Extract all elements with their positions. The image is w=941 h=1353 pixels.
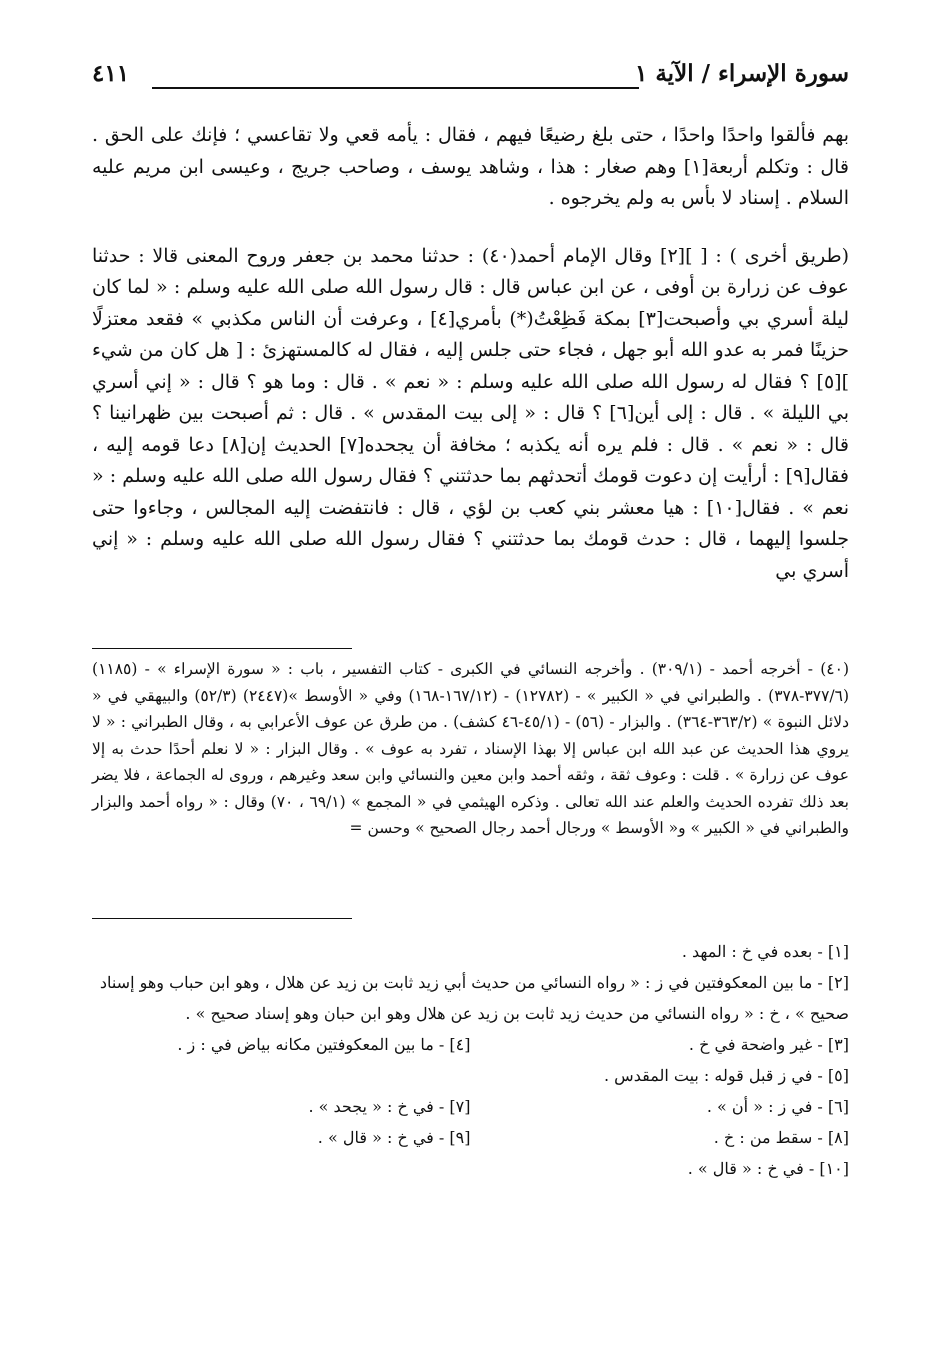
footnote-row [92, 1122, 849, 1153]
footnote-10: [١٠] - في خ : « قال » . [687, 1159, 849, 1178]
footnote-row [92, 1060, 849, 1091]
numbered-footnotes [92, 656, 849, 842]
surah-title: سورة الإسراء / الآية ١ [634, 60, 849, 87]
main-text [92, 120, 849, 587]
page-number: ٤١١ [92, 60, 130, 87]
footnote-row [92, 1153, 849, 1184]
footnote-divider [92, 918, 352, 919]
footnote-row [92, 1091, 849, 1122]
footnote-row [92, 1029, 849, 1060]
footnote-9: [٩] - في خ : « قال » . [317, 1128, 471, 1147]
header-rule [152, 87, 639, 89]
paragraph: بهم فألقوا واحدًا واحدًا ، حتى بلغ رضيعًا فيهم ، فقال : يأمه قعي ولا تقاعسي ؛ فإنك على الحق . قال : وتكلم أربعة[١] وهم صغار : هذا ، وشاهد يوسف ، وصاحب جريج ، وعيسى ابن مريم عليه السلام . إسناد لا بأس به ولم يخرجوه . [92, 124, 849, 209]
footnote-40: (٤٠) - أخرجه أحمد - (٣٠٩/١) . وأخرجه النسائي في الكبرى - كتاب التفسير ، باب : « سورة الإسراء » - (١١٨٥) (٣٧٧/٦-٣٧٨) . والطبراني في « الكبير » - (١٢٧٨٢) - (١٦٧/١٢-١٦٨) وفي « الأوسط »(٢٤٤٧) (٥٢/٣) والبيهقي في « دلائل النبوة » (٣٦٣/٢-٣٦٤) . والبزار - (٥٦) - (٤٥/١-٤٦ كشف) . من طرق عن عوف الأعرابي به ، وقال الطبراني : « لا يروي هذا الحديث عن عبد الله ابن عباس إلا بهذا الإسناد ، تفرد به عوف » . وقال البزار : « لا نعلم أحدًا حدث به إلا عوف عن زرارة » . قلت : وعوف ثقة ، وثقه أحمد وابن معين والنسائي وابن سعد وغيرهم ، وروى له الجماعة ، فلا يضر بعد ذلك تفرده الحديث والعلم عند الله تعالى . وذكره الهيثمي في « المجمع » (٦٩/١ ، ٧٠) وقال : « رواه أحمد والبزار والطبراني في « الكبير » و« الأوسط » ورجال أحمد رجال الصحيح » وحسن = [92, 660, 850, 837]
page-header [92, 60, 849, 100]
footnote-3: [٣] - غير واضحة في خ . [688, 1035, 849, 1054]
footnote-2: [٢] - ما بين المعكوفتين في ز : « رواه النسائي من حديث أبي زيد ثابت بن زيد عن هلال ، وهو ابن حباب وهو إسناد صحيح » ، خ : « رواه النسائي من حديث زيد ثابت بن زيد عن هلال وهو ابن حبان وهو إسناد صحيح » . [99, 973, 849, 1023]
footnote-5: [٥] - في ز قبل قوله : بيت المقدس . [604, 1066, 849, 1085]
footnote-4: [٤] - ما بين المعكوفتين مكانه بياض في : ز . [177, 1035, 471, 1054]
footnote-6: [٦] - في ز : « أن » . [706, 1097, 849, 1116]
footnote-7: [٧] - في خ : « يجحد » . [308, 1097, 471, 1116]
bracketed-footnotes [92, 936, 849, 1184]
footnote-divider [92, 648, 352, 649]
footnote-1: [١] - بعده في خ : المهد . [681, 942, 849, 961]
paragraph: (طريق أخرى ) : [ ][٢] وقال الإمام أحمد(٤٠) : حدثنا محمد بن جعفر وروح المعنى قالا : حدثنا عوف عن زرارة بن أوفى ، عن ابن عباس قال : قال رسول الله صلى الله عليه وسلم : « لما كان ليلة أسري بي وأصبحت[٣] بمكة فَظِعْتُ(*) بأمري[٤] ، وعرفت أن الناس مكذبي » فقعد معتزلًا حزينًا فمر به عدو الله أبو جهل ، فجاء حتى جلس إليه ، فقال له كالمستهزئ : [ هل كان من شيء ][٥] ؟ فقال له رسول الله صلى الله عليه وسلم : « نعم » . قال : وما هو ؟ قال : « إني أسري بي الليلة » . قال : إلى أين[٦] ؟ قال : « إلى بيت المقدس » . قال : ثم أصبحت بين ظهرانينا ؟ قال : « نعم » . قال : فلم يره أنه يكذبه ؛ مخافة أن يجحده[٧] الحديث إن[٨] دعا قومه إليه ، فقال[٩] : أرأيت إن دعوت قومك أتحدثهم بما حدثتني ؟ فقال رسول الله صلى الله عليه وسلم : « نعم » . فقال[١٠] : هيا معشر بني كعب بن لؤي ، قال : فانتفضت إليه المجالس ، وجاءوا حتى جلسوا إليهما ، قال : حدث قومك بما حدثتني ؟ فقال رسول الله صلى الله عليه وسلم : « إني أسري بي [92, 244, 850, 582]
footnote-8: [٨] - سقط من : خ . [713, 1128, 849, 1147]
